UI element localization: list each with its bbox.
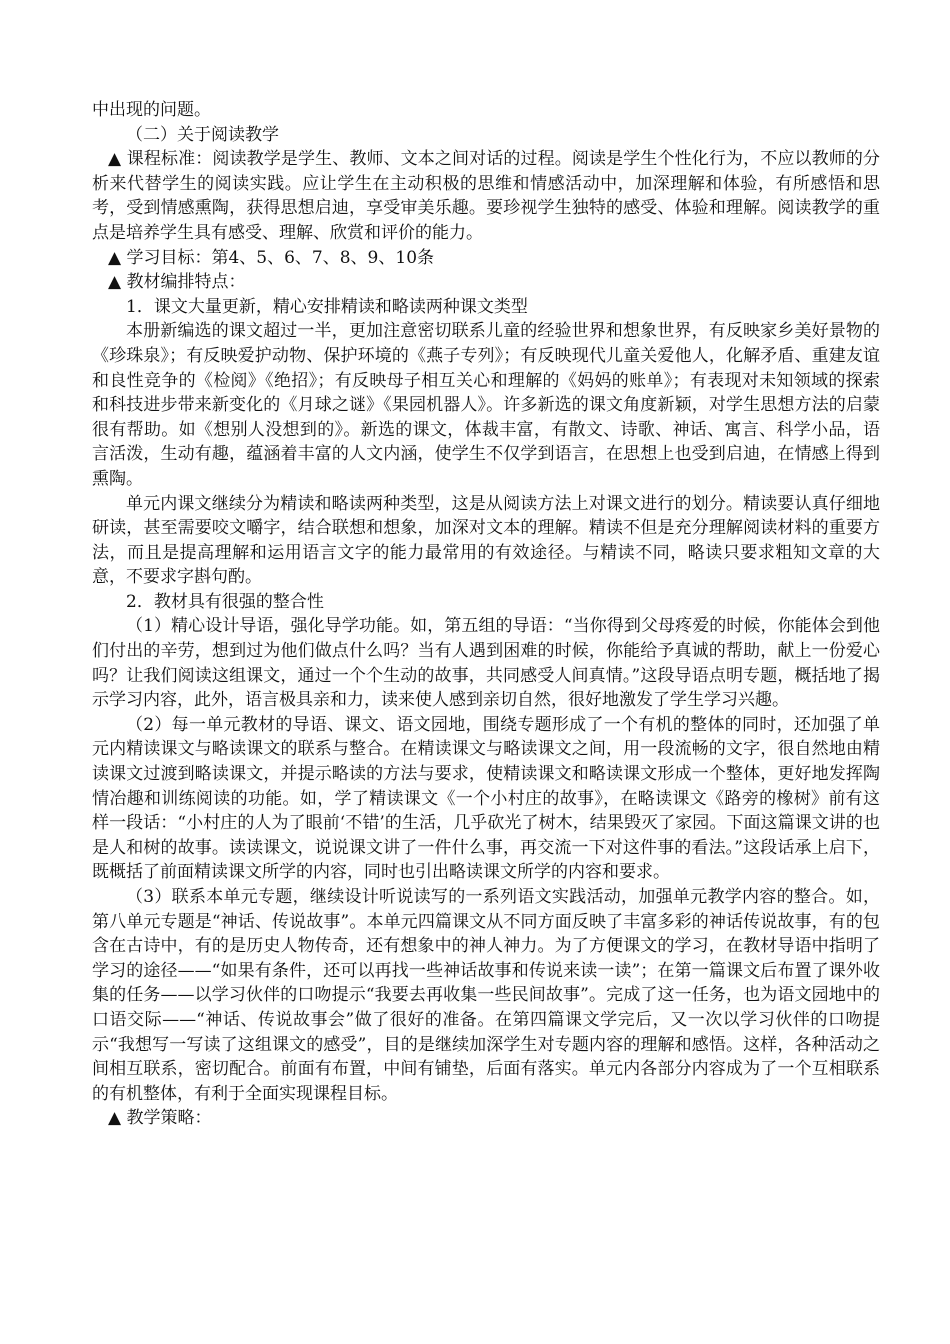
paragraph-new-texts: 本册新编选的课文超过一半，更加注意密切联系儿童的经验世界和想象世界，有反映家乡美好景物的《珍珠泉》；有反映爱护动物、保护环境的《燕子专列》；有反映现代儿童关爱他人，化解矛盾、重建友谊和良性竞争的《检阅》《绝招》；有反映母子相互关心和理解的《妈妈的账单》；有表现对未知领域的探索和科技进步带来新变化的《月球之谜》《果园机器人》。许多新选的课文角度新颖，对学生思想方法的启蒙很有帮助。如《想别人没想到的》。新选的课文，体裁丰富，有散文、诗歌、神话、寓言、科学小品，语言活泼，生动有趣，蕴涵着丰富的人文内涵，使学生不仅学到语言，在思想上也受到启迪，在情感上得到熏陶。 [92,321,880,489]
subheading-1: 1．课文大量更新，精心安排精读和略读两种课文类型 [126,296,528,317]
paragraph-item-2: （2）每一单元教材的导语、课文、语文园地，围绕专题形成了一个有机的整体的同时，还加强了单元内精读课文与略读课文的联系与整合。在精读课文与略读课文之间，用一段流畅的文字，很自然地由精读课文过渡到略读课文，并提示略读的方法与要求，使精读课文和略读课文形成一个整体，更好地发挥陶情冶趣和训练阅读的功能。如，学了精读课文《一个小村庄的故事》，在略读课文《路旁的橡树》前有这样一段话：“小村庄的人为了眼前‘不错’的生活，几乎砍光了树木，结果毁灭了家园。下面这篇课文讲的也是人和树的故事。读读课文，说说课文讲了一件什么事，再交流一下对这件事的看法。”这段话承上启下，既概括了前面精读课文所学的内容，同时也引出略读课文所学的内容和要求。 [92,714,880,883]
paragraph-learning-goals: ▲ 学习目标：第4、5、6、7、8、9、10条 [108,247,435,268]
paragraph-curriculum-standard: ▲ 课程标准：阅读教学是学生、教师、文本之间对话的过程。阅读是学生个性化行为，不应以教师的分析来代替学生的阅读实践。应让学生在主动积极的思维和情感活动中，加深理解和体验，有所感悟和思考，受到情感熏陶，获得思想启迪，享受审美乐趣。要珍视学生独特的感受、体验和理解。阅读教学的重点是培养学生具有感受、理解、欣赏和评价的能力。 [92,149,880,243]
paragraph-textbook-features-heading: ▲ 教材编排特点： [108,272,246,293]
paragraph-item-3: （3）联系本单元专题，继续设计听说读写的一系列语文实践活动，加强单元教学内容的整合。如，第八单元专题是“神话、传说故事”。本单元四篇课文从不同方面反映了丰富多彩的神话传说故事，有的包含在古诗中，有的是历史人物传奇，还有想象中的神人神力。为了方便课文的学习，在教材导语中指明了学习的途径——“如果有条件，还可以再找一些神话故事和传说来读一读”；在第一篇课文后布置了课外收集的任务——以学习伙伴的口吻提示“我要去再收集一些民间故事”。完成了这一任务，也为语文园地中的口语交际——“神话、传说故事会”做了很好的准备。在第四篇课文学完后，又一次以学习伙伴的口吻提示“我想写一写读了这组课文的感受”，目的是继续加深学生对专题内容的理解和感悟。这样，各种活动之间相互联系，密切配合。前面有布置，中间有铺垫，后面有落实。单元内各部分内容成为了一个互相联系的有机整体，有利于全面实现课程目标。 [92,887,880,1104]
section-heading-reading-teaching: （二）关于阅读教学 [126,124,279,145]
paragraph-continuation: 中出现的问题。 [92,100,211,120]
subheading-2: 2．教材具有很强的整合性 [126,591,324,612]
paragraph-teaching-strategy-heading: ▲ 教学策略： [108,1108,212,1129]
paragraph-item-1: （1）精心设计导语，强化导学功能。如，第五组的导语：“当你得到父母疼爱的时候，你能体会到他们付出的辛劳，想到过为他们做点什么吗？当有人遇到困难的时候，你能给予真诚的帮助，献上一份爱心吗？让我们阅读这组课文，通过一个个生动的故事，共同感受人间真情。”这段导语点明专题，概括地了揭示学习内容，此外，语言极具亲和力，读来使人感到亲切自然，很好地激发了学生学习兴趣。 [92,616,880,711]
paragraph-intensive-skim-reading: 单元内课文继续分为精读和略读两种类型，这是从阅读方法上对课文进行的划分。精读要认真仔细地研读，甚至需要咬文嚼字，结合联想和想象，加深对文本的理解。精读不但是充分理解阅读材料的重要方法，而且是提高理解和运用语言文字的能力最常用的有效途径。与精读不同，略读只要求粗知文章的大意，不要求字斟句酌。 [92,493,880,588]
